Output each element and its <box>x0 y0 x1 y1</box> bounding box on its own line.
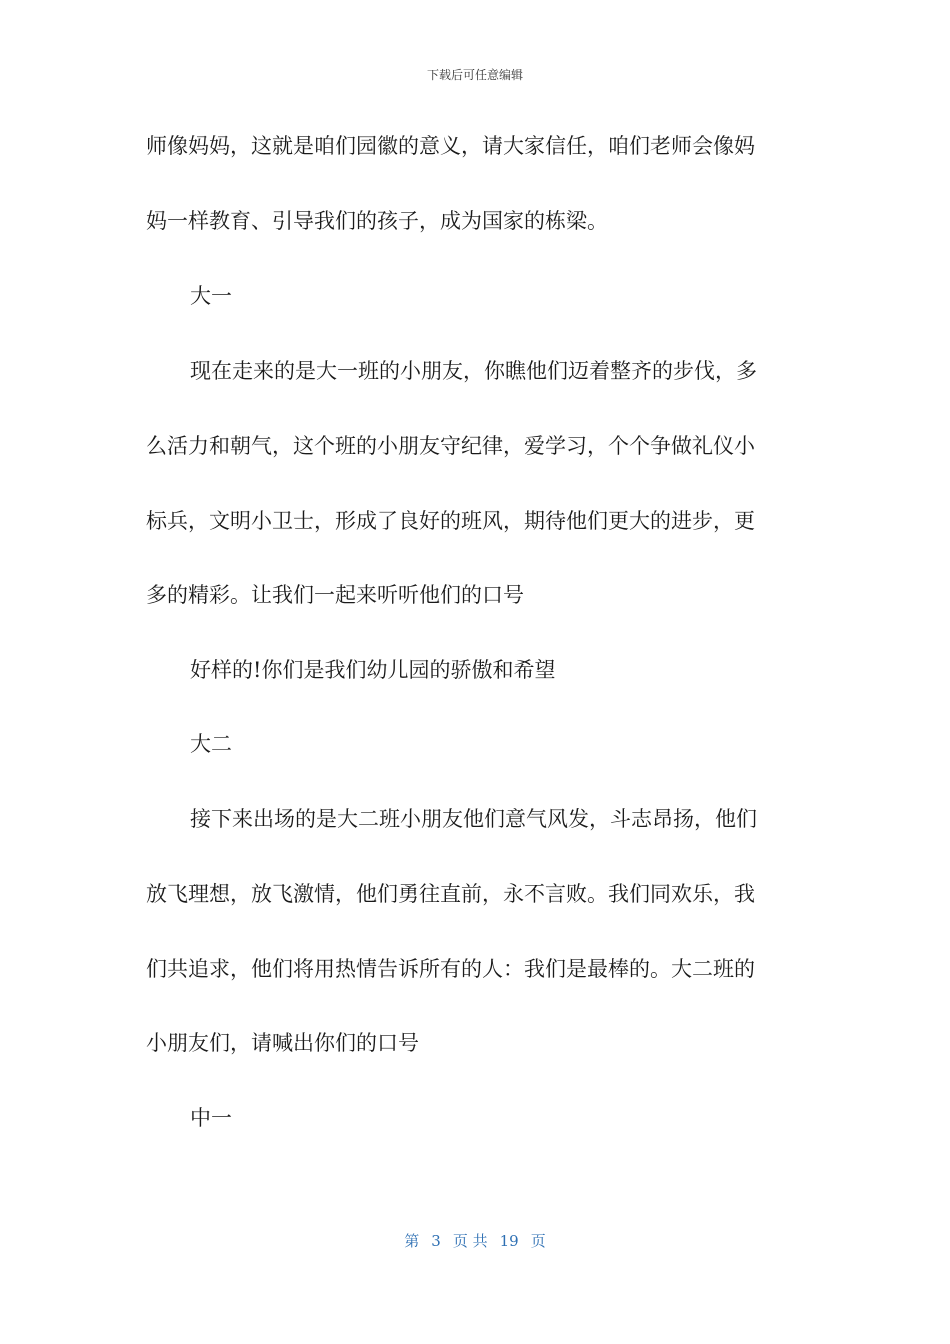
text-line: 么活力和朝气，这个班的小朋友守纪律，爱学习，个个争做礼仪小 <box>146 434 755 458</box>
footer-total-pages: 19 <box>499 1232 519 1250</box>
text-line: 放飞理想，放飞激情，他们勇往直前，永不言败。我们同欢乐，我 <box>146 882 755 906</box>
text-line: 们共追求，他们将用热情告诉所有的人：我们是最棒的。大二班的 <box>146 957 755 981</box>
text-line: 接下来出场的是大二班小朋友他们意气风发，斗志昂扬，他们 <box>190 807 757 831</box>
section-heading: 中一 <box>190 1106 232 1130</box>
footer-prefix: 第 <box>404 1232 420 1250</box>
text-line: 小朋友们，请喊出你们的口号 <box>146 1031 419 1055</box>
page-header: 下载后可任意编辑 <box>426 68 523 82</box>
section-heading: 大二 <box>190 732 232 756</box>
text-line: 好样的!你们是我们幼儿园的骄傲和希望 <box>190 658 556 682</box>
text-line: 现在走来的是大一班的小朋友，你瞧他们迈着整齐的步伐，多 <box>190 359 757 383</box>
footer-middle: 页 共 <box>452 1232 488 1250</box>
text-line: 师像妈妈，这就是咱们园徽的意义，请大家信任，咱们老师会像妈 <box>146 134 755 158</box>
text-line: 标兵，文明小卫士，形成了良好的班风，期待他们更大的进步，更 <box>146 509 755 533</box>
footer-page-number: 3 <box>431 1232 441 1250</box>
text-line: 多的精彩。让我们一起来听听他们的口号 <box>146 583 524 607</box>
footer-suffix: 页 <box>530 1232 546 1250</box>
section-heading: 大一 <box>190 284 232 308</box>
text-line: 妈一样教育、引导我们的孩子，成为国家的栋梁。 <box>146 209 608 233</box>
page-footer <box>0 1230 950 1251</box>
